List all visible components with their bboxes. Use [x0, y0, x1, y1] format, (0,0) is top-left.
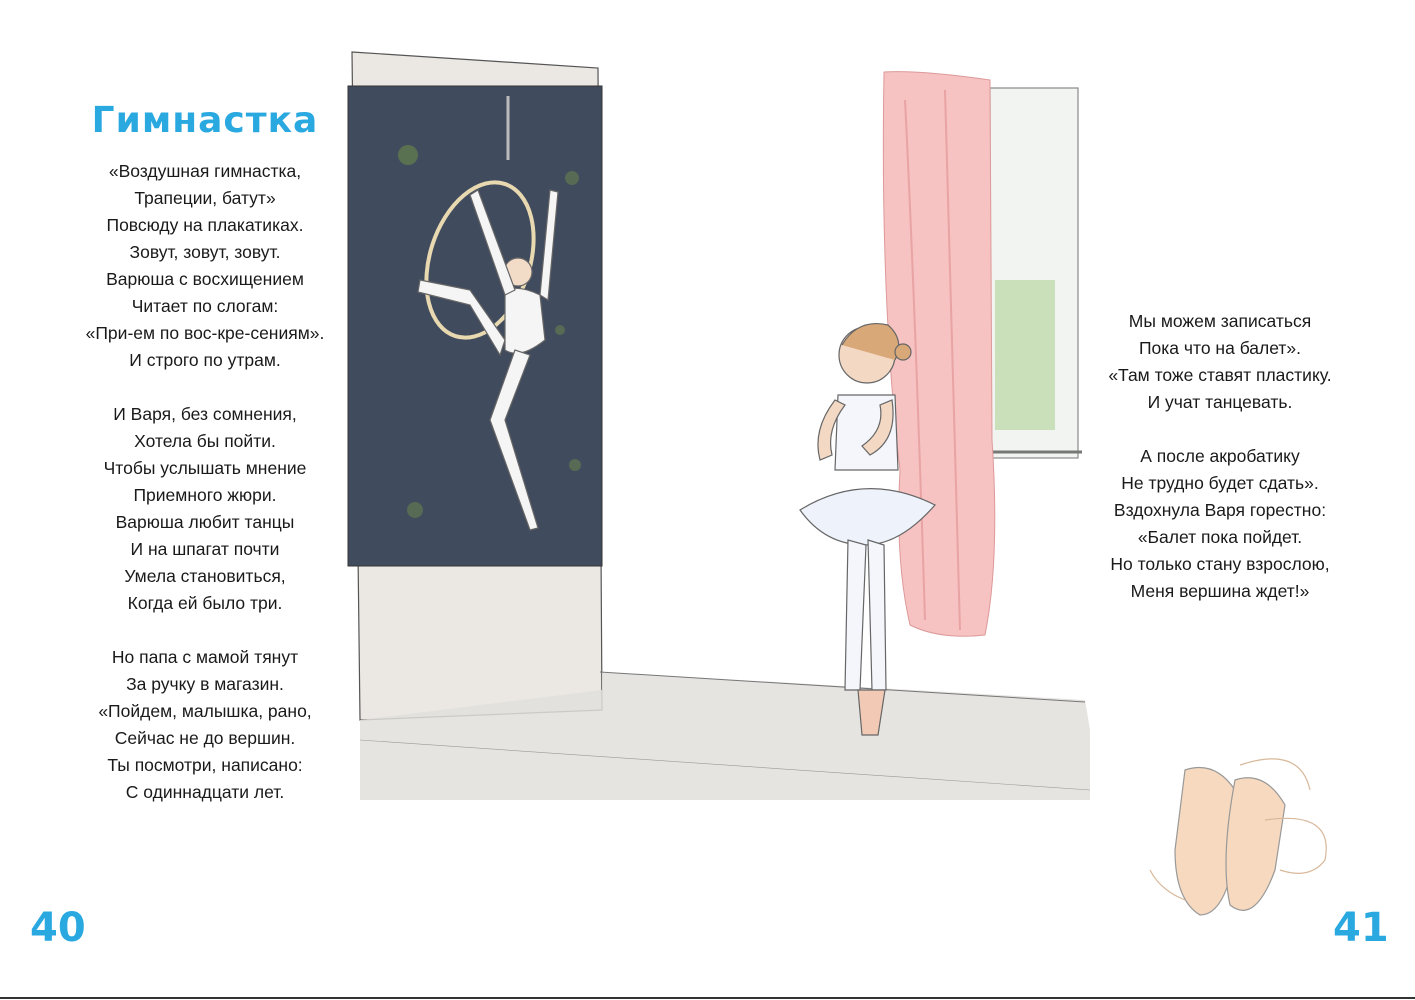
- poem-line: Трапеции, батут»: [134, 188, 276, 208]
- poem-line: Сейчас не до вершин.: [114, 728, 296, 748]
- poem-line: Хотела бы пойти.: [134, 431, 276, 451]
- poem-line: Не трудно будет сдать».: [1121, 473, 1319, 493]
- stanza-break: [40, 374, 370, 401]
- page-number-right: 41: [1333, 905, 1389, 951]
- poem-line: Ты посмотри, написано:: [107, 755, 303, 775]
- poem-left-column: [40, 158, 370, 806]
- poem-line: И Варя, без сомнения,: [113, 404, 297, 424]
- page-title: Гимнастка: [91, 100, 319, 141]
- poem-line: Варюша с восхищением: [106, 269, 304, 289]
- poem-line: За ручку в магазин.: [126, 674, 284, 694]
- poem-line: Вздохнула Варя горестно:: [1113, 500, 1327, 520]
- poem-line: И строго по утрам.: [129, 350, 281, 370]
- poem-line: И на шпагат почти: [130, 539, 280, 559]
- poem-line: «Там тоже ставят пластику.: [1108, 365, 1332, 385]
- poem-line: С одиннадцати лет.: [125, 782, 285, 802]
- poem-line: Пока что на балет».: [1138, 338, 1302, 358]
- poem-line: Мы можем записаться: [1128, 311, 1312, 331]
- poem-line: Умела становиться,: [124, 566, 286, 586]
- poem-line: Приемного жюри.: [133, 485, 277, 505]
- poem-line: Меня вершина ждет!»: [1130, 581, 1310, 601]
- poem-line: «Балет пока пойдет.: [1137, 527, 1303, 547]
- stanza-break: [40, 617, 370, 644]
- pointe-shoes-drawing: [1150, 759, 1326, 915]
- poem-line: И учат танцевать.: [1147, 392, 1293, 412]
- poem-line: «При-ем по вос-кре-сениям».: [85, 323, 325, 343]
- poem-line: Варюша любит танцы: [115, 512, 295, 532]
- poem-line: Но только стану взрослою,: [1110, 554, 1330, 574]
- poem-line: «Пойдем, малышка, рано,: [98, 701, 312, 721]
- poem-line: Но папа с мамой тянут: [111, 647, 299, 667]
- page-number-left: 40: [30, 905, 86, 951]
- poem-line: Повсюду на плакатиках.: [106, 215, 304, 235]
- stanza-break: [1070, 416, 1370, 443]
- poem-line: «Воздушная гимнастка,: [108, 161, 302, 181]
- poem-line: Чтобы услышать мнение: [103, 458, 307, 478]
- poem-line: Зовут, зовут, зовут.: [129, 242, 281, 262]
- poem-line: А после акробатику: [1140, 446, 1300, 466]
- poem-right-column: [1070, 308, 1370, 605]
- poem-line: Когда ей было три.: [127, 593, 283, 613]
- gymnast-poster: [348, 86, 602, 566]
- poem-line: Читает по слогам:: [131, 296, 279, 316]
